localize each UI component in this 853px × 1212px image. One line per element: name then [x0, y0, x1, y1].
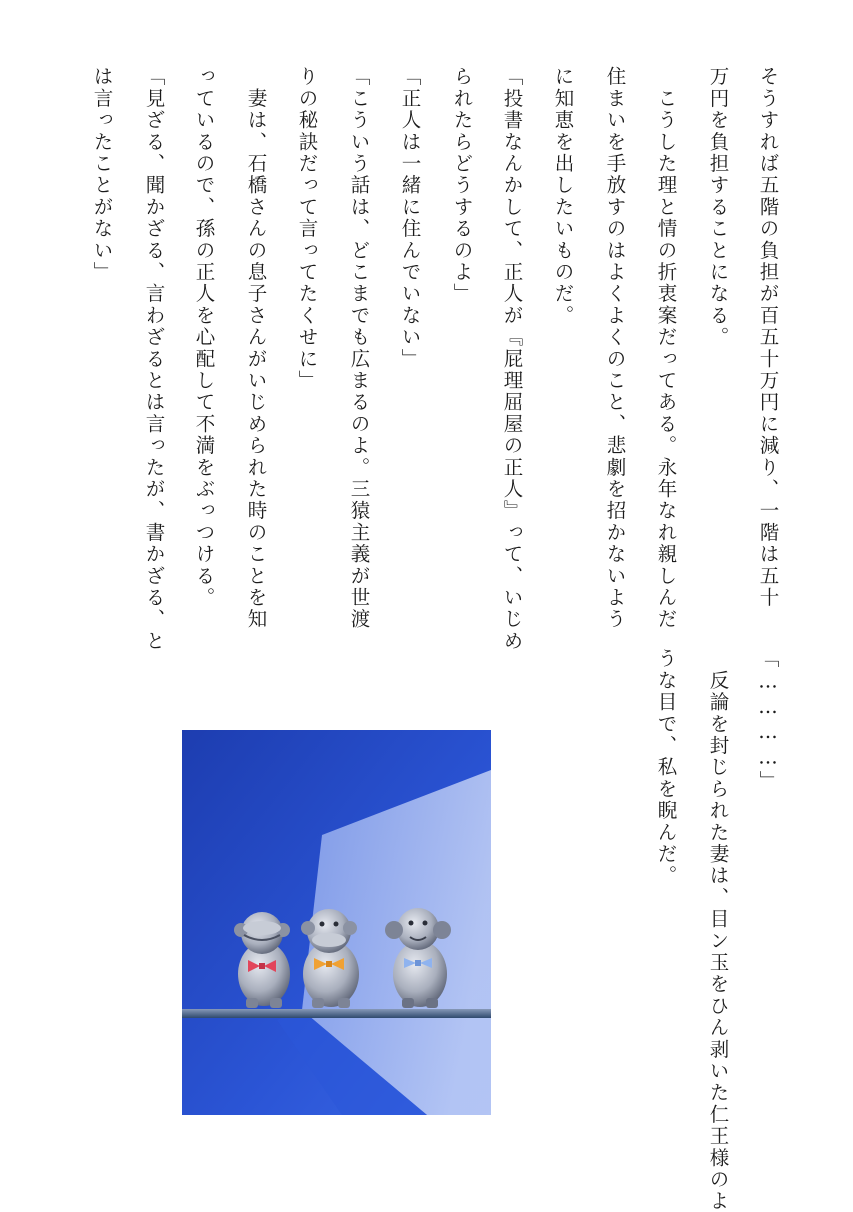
text-line: 反論を封じられた妻は、目ン玉をひん剥いた仁王様のよ	[706, 648, 730, 1212]
text-line: 妻は、石橋さんの息子さんがいじめられた時のことを知	[244, 66, 268, 631]
text-line: そうすれば五階の負担が百五十万円に減り、一階は五十	[756, 66, 780, 609]
text-line: 「投書なんかして、正人が『屁理屈屋の正人』って、いじめ	[500, 66, 524, 652]
text-line: 万円を負担することになる。	[706, 66, 730, 349]
text-line: 「正人は一緒に住んでいない」	[398, 66, 422, 370]
text-line: 住まいを手放すのはよくよくのこと、悲劇を招かないよう	[603, 66, 627, 631]
text-line: 「こういう話は、どこまでも広まるのよ。三猿主義が世渡	[347, 66, 371, 631]
text-line: られたらどうするのよ」	[450, 66, 474, 305]
text-line: 「…………」	[756, 648, 780, 793]
text-line: こうした理と情の折衷案だってある。永年なれ親しんだ	[654, 66, 678, 631]
text-line: っているので、孫の正人を心配して不満をぶっつける。	[192, 66, 216, 609]
text-line: りの秘訣だって言ってたくせに」	[295, 66, 319, 392]
text-line: うな目で、私を睨んだ。	[654, 648, 678, 887]
three-monkeys-photo	[182, 730, 491, 1115]
monkey-speak-no-evil	[301, 909, 359, 1008]
text-line: に知恵を出したいものだ。	[551, 66, 575, 327]
text-line: 「見ざる、聞かざる、言わざるとは言ったが、書かざる、と	[142, 66, 166, 652]
three-monkeys-illustration	[182, 730, 491, 1115]
shelf	[182, 1009, 491, 1018]
text-line: は言ったことがない」	[90, 66, 114, 283]
